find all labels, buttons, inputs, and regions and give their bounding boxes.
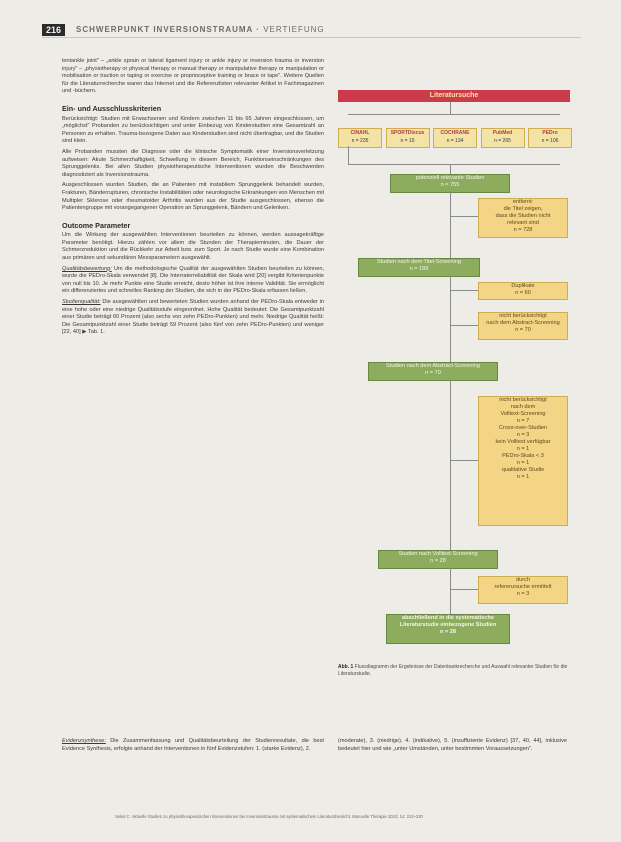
flow-box-relevant: potenziell relevante Studien n = 755 <box>390 174 510 193</box>
label-quality-rating: Qualitätsbewertung: <box>62 265 112 272</box>
flow-box-duplicates: Duplikate n = 60 <box>478 282 568 300</box>
running-title <box>76 25 325 34</box>
flow-connector <box>450 589 478 590</box>
paragraph-criteria-1: Berücksichtigt: Studien mit Erwachsenen und Kindern zwischen 11 bis 65 Jahren eingeschlossen, um „möglichst" Probanden zu berücksichtigen und unter Einbezug von Kinderstudien eine Gesamtzahl an Personen zu erhalten. Trauma-bezogene Daten aus Kinderstudien sind nicht übertragbar, und die Studien sind klein. <box>62 115 324 145</box>
flow-connector <box>348 146 349 164</box>
flow-top-literature-search: Literatursuche <box>338 90 570 102</box>
flow-source-count: n = 265 <box>494 138 511 144</box>
flow-box-abstract-excluded: nicht berücksichtigt nach dem Abstract-Screening n = 70 <box>478 312 568 340</box>
flow-source-name: CINAHL <box>350 130 370 136</box>
heading-inclusion-criteria: Ein- und Ausschlusskriterien <box>62 103 162 113</box>
flow-connector <box>450 290 478 291</box>
page-footer: Seitel C. Aktuelle Studien zu physiotherapeutischen Interventionen bei Inversionstrauma mit systematischem Literaturübersicht. Manuelle Therapie 2010; 14: 213–220 <box>115 814 423 819</box>
flow-connector <box>450 567 451 614</box>
flow-box-abstract-screening: Studien nach dem Abstract-Screening n = 70 <box>368 362 498 381</box>
flow-source-name: PubMed <box>492 130 513 136</box>
flow-connector <box>450 164 451 174</box>
flow-source-pubmed <box>481 128 525 148</box>
page-number: 216 <box>42 24 65 36</box>
flow-source-count: n = 235 <box>351 138 369 144</box>
text-evidence-synthesis: Die Zusammenfassung und Qualitätsbeurteilung der Studienresultate, die best Evidence Synthesis, erfolgte anhand der Interventionen in fünf Evidenzstufen: 1. (starke Evidenz), 2. <box>62 738 324 752</box>
flow-box-reference-search: durch referenzsuche ermittelt n = 3 <box>478 576 568 604</box>
flow-connector <box>348 164 560 165</box>
intro-paragraph: lentankle joint" – „ankle sprain or lateral ligament injury or ankle injury or inversion trauma or inversion injury" – „physiotherapy or physical therapy or manual therapy or manipulative therapy or manipulation or mobilisation or traction or taping or exercise or proprioceptive training or brace or tape". Weitere Quellen für die Literaturrecherche waren das Internet und die Referenzlisten relevanter Artikel in Fachmagazinen und -büchern. <box>62 58 324 95</box>
flow-connector <box>348 114 560 115</box>
figure-caption <box>338 664 570 677</box>
caption-text: Flussdiagramm der Ergebnisse der Datenbankrecherche und Auswahl relevanter Studien für die Literaturstudie. <box>338 664 568 677</box>
bottom-left-paragraph <box>62 738 324 753</box>
flow-connector <box>450 379 451 550</box>
label-evidence-synthesis: Evidenzsynthese: <box>62 738 106 744</box>
flow-connector <box>450 275 451 362</box>
flow-connector <box>450 325 478 326</box>
flow-source-cinahl <box>338 128 382 148</box>
flow-source-name: PEDro <box>542 130 558 136</box>
paragraph-criteria-3: Ausgeschlossen wurden Studien, die an Patienten mit instabilem Sprunggelenk behandelt wurden, Frakturen, Bänderrupturen, chronische Instabilitäten oder neurologische Erkrankungen von Menschen mit Multipler Sklerose oder rheumatoider Arthritis wurden aus der Studie ausgeschlossen, ebenso die Patientengruppe mit vorangegangener Operation an Sprunggelenk, Bändern und Gelenken. <box>62 182 324 212</box>
flow-connector <box>450 216 478 217</box>
flow-source-sportdiscus <box>386 128 430 148</box>
left-column <box>62 58 324 340</box>
running-title-main: SCHWERPUNKT INVERSIONSTRAUMA <box>76 25 254 34</box>
flow-source-pedro <box>528 128 572 148</box>
paragraph-criteria-2: Alle Probanden mussten die Diagnose oder die klinische Symptomatik einer Inversionsverletzung aufweisen: Akute Schmerzhaftigkeit, Schwellung in diesem Bereich, Funktionseinschränkungen des Sprunggelenks. Bei allen Studien physiotherapeutische Interventionen wurden die Beschwerden diagnostiziert als Inversionstrauma. <box>62 148 324 178</box>
flow-connector <box>450 191 451 258</box>
page-header <box>42 24 581 38</box>
running-title-separator: · <box>256 25 260 34</box>
flow-source-name: SPORTDiscus <box>390 130 425 136</box>
flow-source-count: n = 106 <box>541 138 559 144</box>
heading-outcome-parameter: Outcome Parameter <box>62 220 131 230</box>
flow-box-fulltext-screening: Studien nach Volltext-Screening n = 28 <box>378 550 498 569</box>
flow-source-count: n = 15 <box>400 138 415 144</box>
flow-box-title-screening: Studien nach dem Titel-Screening n = 189 <box>358 258 480 277</box>
running-title-sub: VERTIEFUNG <box>263 25 325 34</box>
label-study-quality: Studienqualität: <box>62 299 101 306</box>
flow-source-name: COCHRANE <box>440 130 470 136</box>
text-quality-rating: Um die methodologische Qualität der ausgewählten Studien beurteilen zu können, wurde die PEDro-Skala verwendet [8]. Die Interraterreliabilität der Skala wird [20] vergibt Kriterienpunkte von null bis 10. Je mehr Punkte eine Studie erreicht, desto höher ist ihre interne Validität. Sie ermöglicht ein differenziertes und schnelles Ranking der Studien, die sich in der PEDro-Skala erfassen ließen. <box>62 265 324 295</box>
flowchart <box>338 90 570 650</box>
paragraph-study-quality <box>62 299 324 337</box>
flow-box-removed: entfernt: die Titel zeigen, dass die Studien nicht relevant sind n = 728 <box>478 198 568 238</box>
flow-source-count: n = 134 <box>446 138 464 144</box>
paragraph-outcome: Um die Wirkung der ausgewählten Interventionen beurteilen zu können, werden aussagekräftige Parameter benötigt. Hierzu zählen vor allem die Stunden der Therapieminuten, die Dauer der Schmerzreduktion und die Rückkehr zur Arbeit bzw. zum Sport. Je nach Studie wurde eine Kombination aus primären und sekundären Messparametern ausgewählt. <box>62 232 324 262</box>
bottom-right-paragraph: (moderate), 3. (niedrige), 4. (indikative), 5. (insuffiziente Evidenz) [37, 40, 44], inklusive bedeutet hier und wie „unter Umständen, unter bestimmten Voraussetzungen". <box>338 738 567 752</box>
flow-connector <box>450 102 451 114</box>
flow-source-cochrane <box>433 128 477 148</box>
text-study-quality: Die ausgewählten und bewerteten Studien wurden anhand der PEDro-Skala entweder in eine hohe oder eine niedrige Qualitätsstufe eingeordnet. Hohe Qualität bedeutet: Die Gesamtpunktzahl einer Studie beträgt 60 Prozent (also sechs von zehn PEDro-Punkten) und mehr. Niedrige Qualität heißt: Die Gesamtpunktzahl einer Studie beträgt 59 Prozent (also fünf von zehn PEDro-Punkten) und weniger [22, 40] ▶ Tab. 1. <box>62 299 324 336</box>
paragraph-quality-rating <box>62 266 324 296</box>
flow-connector <box>450 460 478 461</box>
flow-box-fulltext-excluded: nicht berücksichtigt nach dem Volltext-Screening n = 7 Cross-over-Studien n = 3 kein Volltext verfügbar n = 1 PEDro-Skala < 3 n = 1 qualitative Studie n = 1 <box>478 396 568 526</box>
flow-box-final: abschließend in die systematische Literaturstudie einbezogene Studien n = 28 <box>386 614 510 644</box>
caption-label: Abb. 1 <box>338 664 354 670</box>
